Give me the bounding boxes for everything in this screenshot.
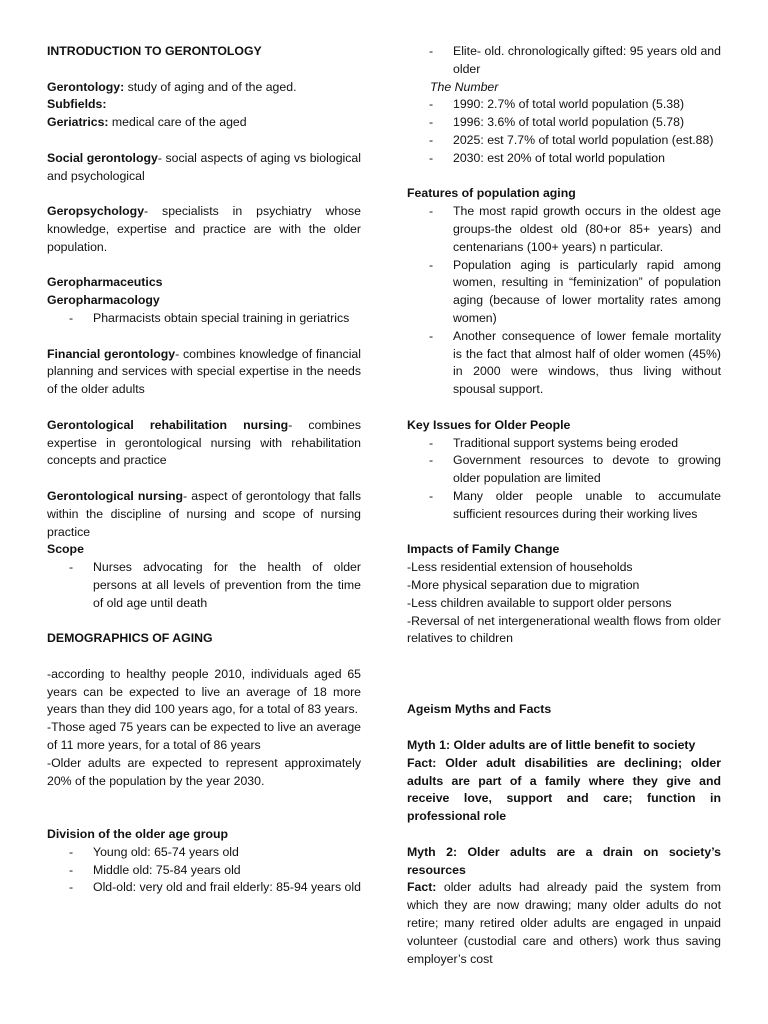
scope-heading: Scope xyxy=(47,542,84,557)
elite-list xyxy=(407,43,721,79)
fact-2-label: Fact: xyxy=(407,880,437,895)
geriatrics-definition xyxy=(47,114,361,132)
features-list xyxy=(407,203,721,399)
gerontological-nursing-text: - aspect of gerontology that falls within the discipline of nursing and scope of nursing practice xyxy=(47,488,361,539)
key-issues-list xyxy=(407,435,721,524)
list-item: - Pharmacists obtain special training in geriatrics xyxy=(47,310,361,328)
list-item: - Government resources to devote to growing older population are limited xyxy=(407,452,721,488)
family-change-line: -Reversal of net intergenerational wealth flows from older relatives to children xyxy=(407,613,721,646)
gerontology-text: study of aging and of the aged. xyxy=(124,79,297,94)
division-list xyxy=(47,844,361,897)
fact-2 xyxy=(407,879,721,968)
demographics-paragraph: -Those aged 75 years can be expected to live an average of 11 more years, for a total of 86 years xyxy=(47,720,361,753)
list-item: - Population aging is particularly rapid among women, resulting in “feminization” of population aging (because of lower mortality rates among women) xyxy=(407,257,721,328)
social-gerontology-definition xyxy=(47,150,361,186)
list-item: - Old-old: very old and frail elderly: 85-94 years old xyxy=(47,879,361,897)
geriatrics-term: Geriatrics: xyxy=(47,115,109,130)
key-issues-heading: Key Issues for Older People xyxy=(407,417,571,432)
number-list xyxy=(407,96,721,167)
fact-2-text: older adults had already paid the system from which they are now drawing; many older adults do not retire; many retired older adults are engaged in unpaid volunteer (custodial care and others) work thus saving employer’s cost xyxy=(407,880,721,966)
rehab-nursing-text: - combines expertise in gerontological nursing with rehabilitation concepts and practice xyxy=(47,417,361,468)
scope-list xyxy=(47,559,361,612)
myth-2: Myth 2: Older adults are a drain on society’s resources xyxy=(407,844,721,877)
document-title: INTRODUCTION TO GERONTOLOGY xyxy=(47,44,262,58)
list-item: - 2025: est 7.7% of total world population (est.88) xyxy=(407,132,721,150)
financial-gerontology-term: Financial gerontology xyxy=(47,346,176,361)
geropsychology-definition xyxy=(47,203,361,256)
features-heading: Features of population aging xyxy=(407,186,576,201)
list-item: - Traditional support systems being eroded xyxy=(407,435,721,453)
geropsychology-term: Geropsychology xyxy=(47,204,145,219)
list-item: - Young old: 65-74 years old xyxy=(47,844,361,862)
list-item: - Nurses advocating for the health of older persons at all levels of prevention from the time of old age until death xyxy=(47,559,361,612)
geropharmacology-list xyxy=(47,310,361,328)
family-change-line: -More physical separation due to migration xyxy=(407,577,640,592)
social-gerontology-term: Social gerontology xyxy=(47,150,158,165)
gerontology-term: Gerontology: xyxy=(47,79,125,94)
gerontological-nursing-definition xyxy=(47,488,361,541)
myth-1: Myth 1: Older adults are of little benefit to society xyxy=(407,738,696,753)
gerontological-nursing-term: Gerontological nursing xyxy=(47,488,184,503)
ageism-heading: Ageism Myths and Facts xyxy=(407,702,552,717)
family-change-line: -Less residential extension of households xyxy=(407,560,633,575)
list-item: - 2030: est 20% of total world population xyxy=(407,150,721,168)
geropharmacology-heading: Geropharmacology xyxy=(47,293,160,308)
demographics-paragraph: -according to healthy people 2010, individuals aged 65 years can be expected to live an average of 18 more years than they did 100 years ago, for a total of 83 years. xyxy=(47,666,361,717)
list-item: - 1996: 3.6% of total world population (5.78) xyxy=(407,114,721,132)
list-item: - Many older people unable to accumulate sufficient resources during their working lives xyxy=(407,488,721,524)
financial-gerontology-definition xyxy=(47,346,361,399)
rehab-nursing-definition xyxy=(47,417,361,470)
geriatrics-text: medical care of the aged xyxy=(108,115,247,130)
family-change-heading: Impacts of Family Change xyxy=(407,542,560,557)
social-gerontology-text: - social aspects of aging vs biological and psychological xyxy=(47,150,361,183)
demographics-heading: DEMOGRAPHICS OF AGING xyxy=(47,631,213,646)
geropharmaceutics-heading: Geropharmaceutics xyxy=(47,275,163,290)
left-column xyxy=(47,43,361,897)
list-item: - Another consequence of lower female mortality is the fact that almost half of older women (45%) in 2000 were windows, thus living without spousal support. xyxy=(407,328,721,399)
number-heading: The Number xyxy=(430,79,499,94)
list-item: - 1990: 2.7% of total world population (5.38) xyxy=(407,96,721,114)
list-item: - Elite- old. chronologically gifted: 95 years old and older xyxy=(407,43,721,79)
list-item: - Middle old: 75-84 years old xyxy=(47,862,361,880)
fact-1: Fact: Older adult disabilities are declining; older adults are part of a family where they give and receive love, support and care; function in professional role xyxy=(407,755,721,824)
financial-gerontology-text: - combines knowledge of financial planning and services with special expertise in the needs of the older adults xyxy=(47,346,362,397)
list-item: - The most rapid growth occurs in the oldest age groups-the oldest old (80+or 85+ years) and centenarians (100+ years) n particular. xyxy=(407,203,721,256)
rehab-nursing-term: Gerontological rehabilitation nursing xyxy=(47,417,289,432)
right-column xyxy=(407,43,721,968)
demographics-paragraph: -Older adults are expected to represent approximately 20% of the population by the year 2030. xyxy=(47,755,361,788)
division-heading: Division of the older age group xyxy=(47,827,229,842)
family-change-line: -Less children available to support older persons xyxy=(407,595,672,610)
subfields-label: Subfields: xyxy=(47,97,107,112)
geropsychology-text: - specialists in psychiatry whose knowledge, expertise and practice are with the older population. xyxy=(47,204,361,254)
gerontology-definition xyxy=(47,79,361,97)
